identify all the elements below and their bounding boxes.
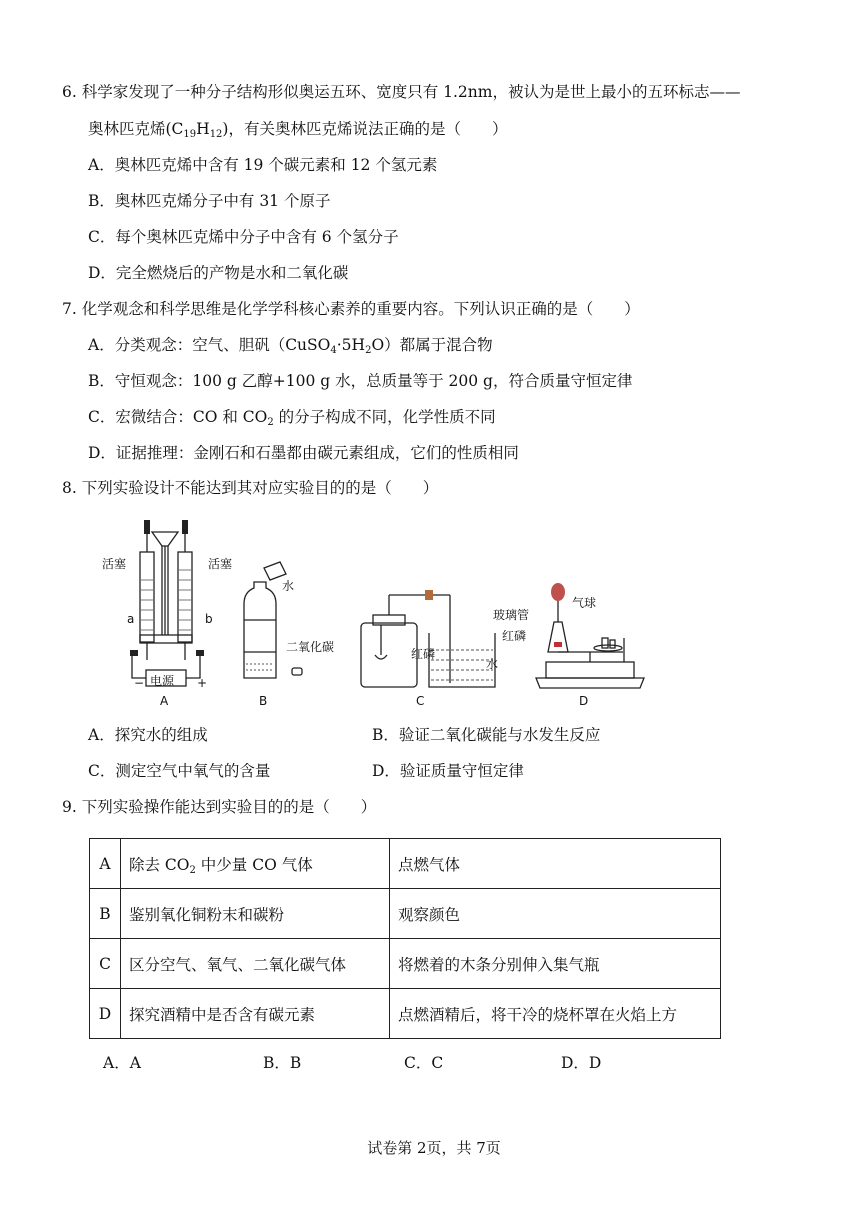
row-purpose: 区分空气、氧气、二氧化碳气体 — [121, 939, 390, 989]
fig-d-caption: D — [579, 694, 589, 708]
q7-option-a — [88, 335, 493, 355]
q7-option-b: B．守恒观念：100 g 乙醇+100 g 水，总质量等于 200 g，符合质量守恒定律 — [88, 372, 633, 390]
fig-d-glass-tube-label: 玻璃管 — [493, 608, 530, 622]
page-footer: 试卷第 2页，共 7页 — [367, 1139, 501, 1157]
q7-a-post: O）都属于混合物 — [371, 336, 493, 354]
q6-option-a: A．奥林匹克烯中含有 19 个碳元素和 12 个氢元素 — [88, 156, 438, 174]
fig-a-label-b: b — [205, 612, 213, 626]
row-key: B — [90, 889, 121, 939]
q6-sub1: 19 — [183, 129, 197, 140]
row-key: C — [90, 939, 121, 989]
q7-stem: 7. 化学观念和科学思维是化学学科核心素养的重要内容。下列认识正确的是（ ） — [62, 300, 640, 318]
purpose-post: 中少量 CO 气体 — [195, 855, 313, 874]
row-purpose: 探究酒精中是否含有碳元素 — [121, 989, 390, 1039]
q7-c-pre: C．宏微结合：CO 和 CO — [88, 408, 268, 426]
fig-a-valve-right-label: 活塞 — [208, 557, 233, 571]
fig-a-minus: − — [134, 676, 145, 690]
q7-a-sub2: 2 — [365, 345, 372, 356]
row-key: D — [90, 989, 121, 1039]
figure-b-bottle — [240, 560, 310, 685]
fig-c-caption: C — [416, 694, 425, 708]
q6-stem-post: )，有关奥林匹克烯说法正确的是（ ） — [222, 120, 508, 138]
purpose-pre: 除去 CO — [129, 855, 190, 874]
q8-option-b: B．验证二氧化碳能与水发生反应 — [372, 726, 601, 744]
q7-c-post: 的分子构成不同，化学性质不同 — [273, 408, 496, 426]
fig-d-balloon-label: 气球 — [572, 596, 597, 610]
fig-a-plus: + — [197, 676, 208, 690]
q7-a-pre: A．分类观念：空气、胆矾（CuSO — [88, 336, 331, 354]
q8-option-c: C．测定空气中氧气的含量 — [88, 762, 271, 780]
q7-a-sub1: 4 — [330, 345, 337, 356]
q9-table — [89, 838, 721, 1039]
q6-stem-line2 — [88, 119, 507, 139]
row-method: 观察颜色 — [390, 889, 721, 939]
q7-option-d: D．证据推理：金刚石和石墨都由碳元素组成，它们的性质相同 — [88, 444, 519, 462]
q6-stem-line1: 6. 科学家发现了一种分子结构形似奥运五环、宽度只有 1.2nm，被认为是世上最小的五环标志—— — [62, 83, 741, 101]
q6-option-b: B．奥林匹克烯分子中有 31 个原子 — [88, 192, 331, 210]
q6-stem-pre: 奥林匹克烯(C — [88, 120, 184, 138]
row-method: 将燃着的木条分别伸入集气瓶 — [390, 939, 721, 989]
q9-stem: 9. 下列实验操作能达到实验目的的是（ ） — [62, 798, 377, 816]
q6-option-d: D．完全燃烧后的产物是水和二氧化碳 — [88, 264, 349, 282]
row-method: 点燃酒精后，将干冷的烧杯罩在火焰上方 — [390, 989, 721, 1039]
q9-answer-d: D．D — [561, 1054, 602, 1072]
fig-a-caption: A — [160, 694, 169, 708]
table-row — [90, 889, 721, 939]
fig-c-water-label: 水 — [486, 657, 499, 671]
fig-a-label-a: a — [127, 612, 135, 626]
q6-sub2: 12 — [209, 129, 223, 140]
q8-option-a: A．探究水的组成 — [88, 726, 208, 744]
fig-c-phosphorus-label: 红磷 — [411, 647, 436, 661]
q7-c-sub: 2 — [267, 417, 274, 428]
q9-answer-a: A．A — [103, 1054, 141, 1072]
q9-answer-b: B．B — [263, 1054, 302, 1072]
q6-mid: H — [196, 120, 210, 138]
table-row — [90, 989, 721, 1039]
fig-b-co2-label: 二氧化碳 — [286, 640, 335, 654]
fig-a-power-label: 电源 — [150, 674, 175, 688]
fig-d-phosphorus-label: 红磷 — [502, 629, 527, 643]
row-purpose: 鉴别氧化铜粉末和碳粉 — [121, 889, 390, 939]
figure-c-oxygen-content — [355, 575, 500, 690]
q7-option-c — [88, 407, 496, 427]
fig-b-caption: B — [259, 694, 268, 708]
q8-option-d: D．验证质量守恒定律 — [372, 762, 524, 780]
row-purpose — [121, 839, 390, 889]
q6-option-c: C．每个奥林匹克烯中分子中含有 6 个氢分子 — [88, 228, 399, 246]
q9-answer-c: C．C — [404, 1054, 444, 1072]
row-key: A — [90, 839, 121, 889]
q8-stem: 8. 下列实验设计不能达到其对应实验目的的是（ ） — [62, 479, 439, 497]
table-row — [90, 839, 721, 889]
fig-b-water-label: 水 — [282, 579, 295, 593]
fig-a-valve-left-label: 活塞 — [102, 557, 127, 571]
q7-a-mid: ·5H — [336, 336, 366, 354]
table-row — [90, 939, 721, 989]
row-method: 点燃气体 — [390, 839, 721, 889]
purpose-sub: 2 — [189, 864, 196, 876]
